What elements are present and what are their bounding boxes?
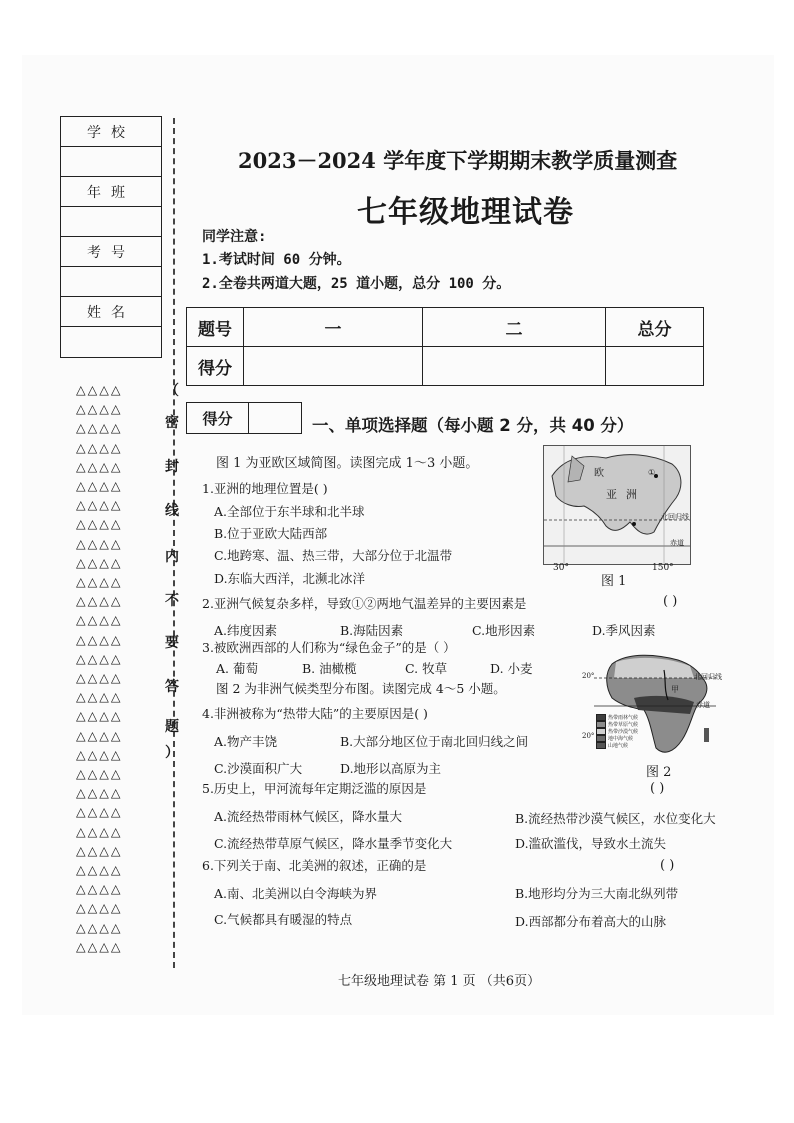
section-score-box — [186, 402, 302, 434]
q4-option-b[interactable]: B.大部分地区位于南北回归线之间 — [340, 734, 529, 749]
seal-triangle-row: △△△△ — [76, 593, 123, 609]
fig2-legend-label: 热带雨林气候 — [608, 715, 639, 721]
map-label-marker: ① — [648, 468, 656, 477]
section-score-field[interactable] — [249, 403, 301, 433]
q4-option-d[interactable]: D.地形以高原为主 — [340, 761, 442, 776]
q2-option-d[interactable]: D.季风因素 — [592, 623, 656, 638]
q1-stem: 1.亚洲的地理位置是( ) — [202, 481, 328, 496]
q3-option-d[interactable]: D. 小麦 — [490, 661, 533, 676]
fig2-legend-item — [596, 728, 638, 735]
fig2-label-jia: 甲 — [671, 685, 679, 694]
fig2-legend-item — [596, 742, 638, 749]
q2-option-b[interactable]: B.海陆因素 — [340, 623, 404, 638]
seal-triangle-row: △△△△ — [76, 766, 123, 781]
seal-triangle-row: △△△△ — [76, 689, 123, 705]
q5-option-c[interactable]: C.流经热带草原气候区，降水量季节变化大 — [214, 836, 453, 851]
score-table — [186, 307, 704, 386]
fig2-africa-map — [582, 648, 722, 758]
score-header-part2: 二 — [423, 308, 606, 347]
page-footer: 七年级地理试卷 第 1 页 （共6页） — [338, 974, 541, 989]
seal-triangle-row: △△△△ — [76, 804, 123, 820]
fig2-legend-item — [596, 721, 638, 728]
seal-triangle-row: △△△△ — [76, 535, 123, 551]
q3-option-b[interactable]: B. 油橄榄 — [302, 661, 357, 676]
seal-char: 内 — [165, 549, 179, 565]
q6-answer-paren[interactable]: ( ) — [660, 858, 675, 873]
seal-triangle-row: △△△△ — [76, 401, 123, 417]
seal-triangle-row: △△△△ — [76, 881, 123, 897]
q3-option-c[interactable]: C. 牧草 — [405, 661, 448, 676]
fig2-lat-top: 20° — [582, 672, 595, 680]
seal-paren-close: ） — [165, 745, 179, 761]
q4-option-c[interactable]: C.沙漠面积广大 — [214, 761, 303, 776]
name-field[interactable] — [61, 327, 161, 357]
fig1-tick-right: 150° — [652, 563, 674, 573]
q5-option-d[interactable]: D.滥砍滥伐，导致水土流失 — [515, 836, 667, 851]
q3-stem: 3.被欧洲西部的人们称为“绿色金子”的是（ ） — [202, 640, 456, 655]
seal-triangle-row: △△△△ — [76, 727, 123, 743]
fig2-lat-bottom: 20° — [582, 732, 595, 740]
map-label-ou: 欧 — [594, 468, 604, 479]
seal-char: 不 — [165, 593, 179, 609]
notice-heading: 同学注意: — [202, 229, 267, 245]
exam-no-field[interactable] — [61, 267, 161, 297]
fig2-caption: 图 2 — [646, 765, 672, 780]
score-header-part1: 一 — [244, 308, 423, 347]
asia-map-graphic — [544, 446, 690, 564]
fig2-label-equator: 赤道 — [696, 701, 710, 709]
q4-stem: 4.非洲被称为“热带大陆”的主要原因是( ) — [202, 706, 428, 721]
seal-triangle-row: △△△△ — [76, 670, 123, 685]
seal-triangle-row: △△△△ — [76, 746, 123, 762]
name-label: 姓名 — [61, 297, 161, 327]
seal-triangle-row: △△△△ — [76, 938, 123, 954]
q5-option-a[interactable]: A.流经热带雨林气候区，降水量大 — [214, 809, 403, 824]
seal-triangle-row: △△△△ — [76, 919, 123, 935]
seal-triangle-row: △△△△ — [76, 478, 123, 493]
map-label-zhou: 洲 — [626, 488, 637, 501]
fig2-legend-label: 热带草原气候 — [608, 722, 639, 728]
score-cell-part1[interactable] — [244, 347, 423, 386]
score-cell-total[interactable] — [606, 347, 704, 386]
seal-char: 线 — [165, 503, 179, 519]
q1-option-b[interactable]: B.位于亚欧大陆西部 — [214, 526, 328, 541]
fig2-legend-swatch — [596, 742, 606, 749]
score-header-total: 总分 — [606, 308, 704, 347]
q5-option-b[interactable]: B.流经热带沙漠气候区，水位变化大 — [515, 811, 716, 826]
q6-option-b[interactable]: B.地形均分为三大南北纵列带 — [515, 886, 679, 901]
school-label: 学校 — [61, 117, 161, 147]
q2-option-c[interactable]: C.地形因素 — [472, 623, 536, 638]
q6-option-c[interactable]: C.气候都具有暖湿的特点 — [214, 912, 353, 927]
school-field[interactable] — [61, 147, 161, 177]
fig2-legend-label: 热带沙漠气候 — [608, 729, 639, 735]
seal-triangle-row: △△△△ — [76, 439, 123, 455]
class-field[interactable] — [61, 207, 161, 237]
seal-triangle-row: △△△△ — [76, 497, 123, 513]
seal-triangle-row: △△△△ — [76, 862, 123, 877]
seal-triangle-row: △△△△ — [76, 458, 123, 474]
seal-triangle-row: △△△△ — [76, 823, 123, 839]
seal-triangle-row: △△△△ — [76, 785, 123, 801]
fig2-legend-item — [596, 714, 638, 721]
paper-title: 七年级地理试卷 — [357, 195, 574, 230]
fig2-legend-swatch — [596, 735, 606, 742]
notice-line-2: 2.全卷共两道大题，25 道小题，总分 100 分。 — [202, 276, 511, 292]
notice-line-1: 1.考试时间 60 分钟。 — [202, 252, 351, 268]
q2-stem: 2.亚洲气候复杂多样，导致①②两地气温差异的主要因素是 — [202, 596, 527, 611]
q5-stem: 5.历史上，甲河流每年定期泛滥的原因是 — [202, 781, 427, 796]
map-label-tropic: 北回归线 — [661, 513, 689, 521]
fig1-asia-map — [543, 445, 691, 565]
fig1-intro: 图 1 为亚欧区域简图。读图完成 1～3 小题。 — [216, 456, 479, 471]
q1-option-a[interactable]: A.全部位于东半球和北半球 — [214, 504, 365, 519]
seal-triangle-row: △△△△ — [76, 554, 123, 570]
seal-paren-open: （ — [165, 383, 179, 399]
seal-char: 密 — [165, 415, 179, 431]
fig2-legend-swatch — [596, 721, 606, 728]
seal-triangle-row: △△△△ — [76, 574, 123, 589]
q2-option-a[interactable]: A.纬度因素 — [214, 623, 278, 638]
fig2-intro: 图 2 为非洲气候类型分布图。读图完成 4～5 小题。 — [216, 681, 506, 696]
exam-title: 2023－2024 学年度下学期期末教学质量测查 — [238, 148, 678, 173]
seal-char: 封 — [165, 459, 179, 475]
fig2-legend-label: 地中海气候 — [608, 736, 634, 742]
q2-answer-paren[interactable]: ( ) — [663, 594, 678, 609]
score-header-label: 题号 — [187, 308, 244, 347]
q6-stem: 6.下列关于南、北美洲的叙述，正确的是 — [202, 858, 427, 873]
map-label-asia: 亚 — [606, 488, 617, 501]
seal-triangle-row: △△△△ — [76, 650, 123, 666]
q6-option-d[interactable]: D.西部都分布着高大的山脉 — [515, 914, 667, 929]
student-info-box — [60, 116, 162, 358]
fig2-legend-item — [596, 735, 638, 742]
seal-triangle-row: △△△△ — [76, 842, 123, 858]
fig2-legend-swatch — [596, 714, 606, 721]
seal-dashed-line — [173, 118, 175, 968]
fig1-caption: 图 1 — [601, 574, 627, 589]
fig2-legend-swatch — [596, 728, 606, 735]
fig2-label-tropic: 北回归线 — [694, 673, 722, 681]
seal-triangle-row: △△△△ — [76, 420, 123, 436]
seal-char: 答 — [165, 679, 179, 695]
q5-answer-paren[interactable]: ( ) — [650, 781, 665, 796]
q1-option-d[interactable]: D.东临大西洋，北濒北冰洋 — [214, 571, 366, 586]
seal-triangle-row: △△△△ — [76, 612, 123, 628]
q6-option-a[interactable]: A.南、北美洲以白令海峡为界 — [214, 886, 378, 901]
q1-option-c[interactable]: C.地跨寒、温、热三带，大部分位于北温带 — [214, 548, 453, 563]
seal-char: 题 — [165, 719, 179, 735]
seal-triangle-row: △△△△ — [76, 708, 123, 724]
q3-option-a[interactable]: A. 葡萄 — [216, 661, 258, 676]
q4-option-a[interactable]: A.物产丰饶 — [214, 734, 278, 749]
fig2-legend-label: 山地气候 — [608, 743, 629, 749]
seal-triangle-row: △△△△ — [76, 382, 123, 397]
seal-char: 要 — [165, 635, 179, 651]
fig2-legend — [596, 714, 638, 749]
class-label: 年班 — [61, 177, 161, 207]
fig1-tick-left: 30° — [553, 563, 569, 573]
map-label-equator: 赤道 — [670, 539, 684, 547]
seal-triangle-row: △△△△ — [76, 900, 123, 916]
section1-title: 一、单项选择题（每小题 2 分，共 40 分） — [312, 416, 634, 435]
seal-triangle-row: △△△△ — [76, 631, 123, 647]
score-row-label: 得分 — [187, 347, 244, 386]
seal-triangle-row: △△△△ — [76, 516, 123, 532]
section-score-label: 得分 — [187, 403, 249, 433]
exam-no-label: 考号 — [61, 237, 161, 267]
score-cell-part2[interactable] — [423, 347, 606, 386]
